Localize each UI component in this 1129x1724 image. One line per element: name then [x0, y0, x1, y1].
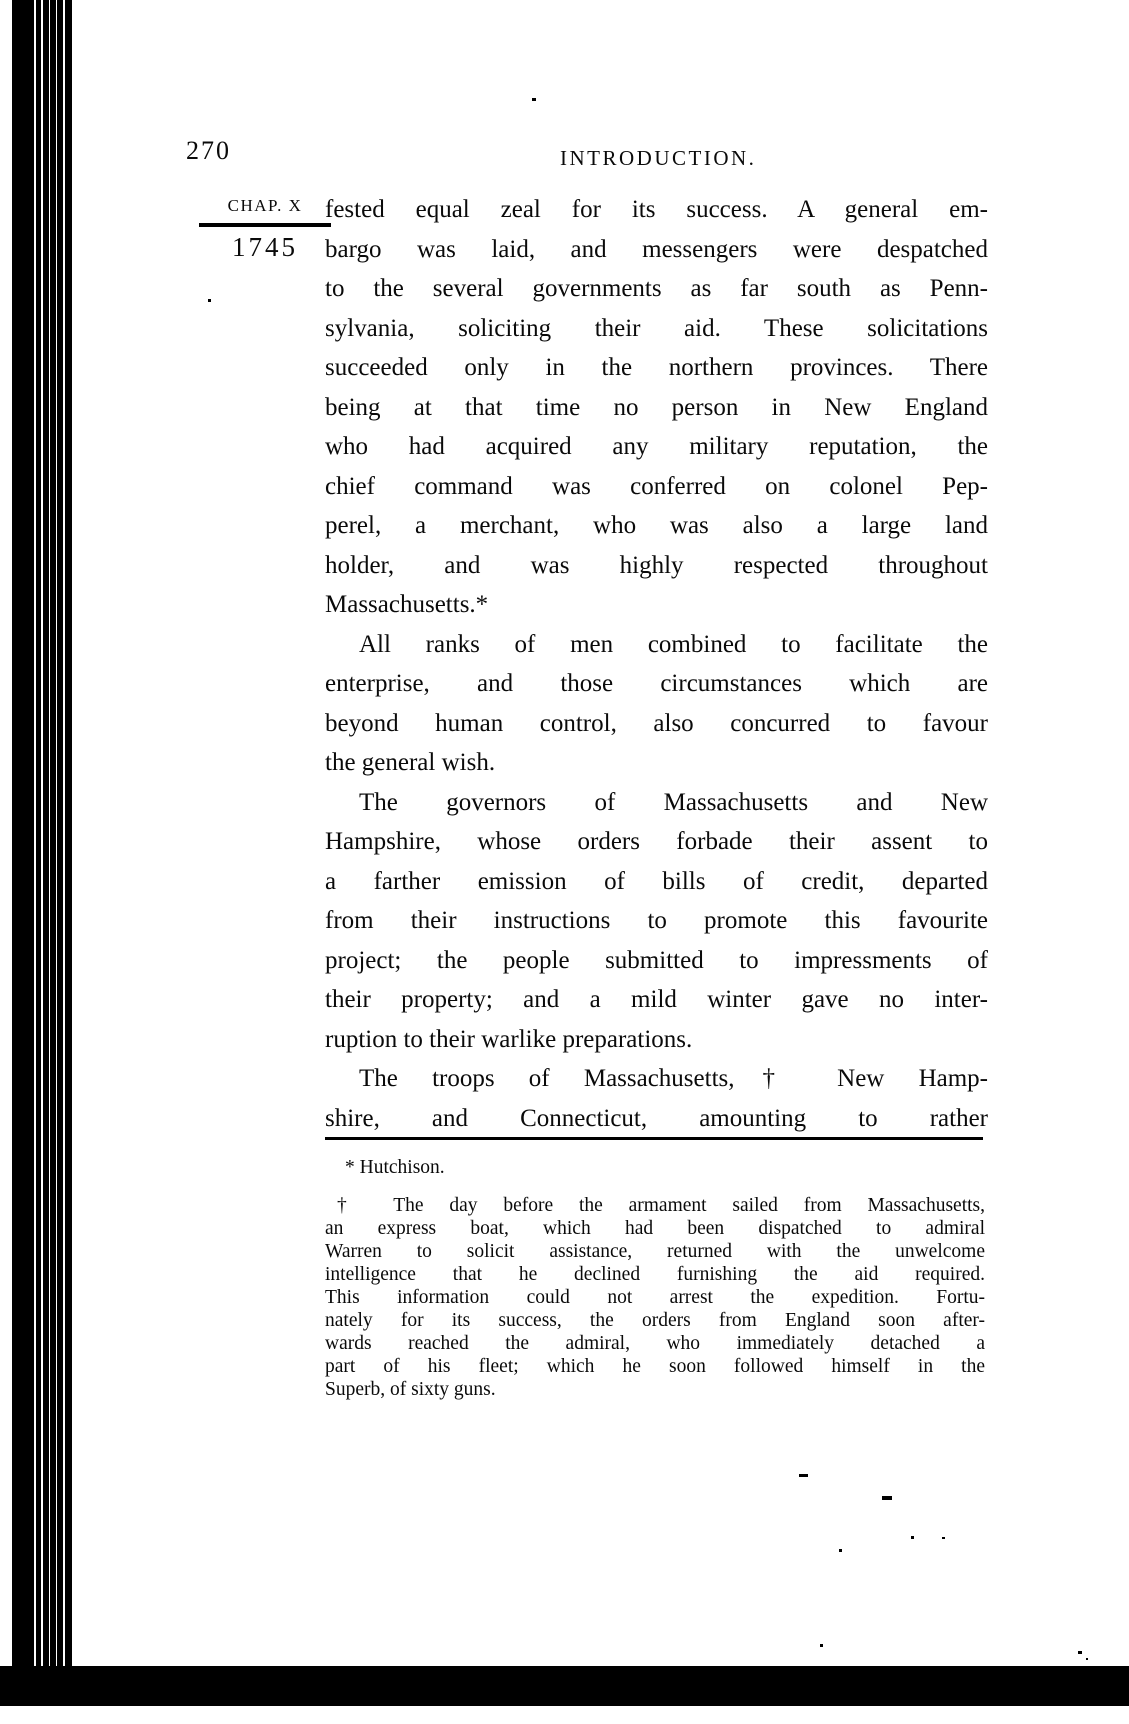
paragraph — [325, 625, 988, 783]
text-line: fested equal zeal for its success. A general em- — [325, 196, 988, 223]
paragraph — [325, 783, 988, 1060]
scan-speck — [820, 1644, 823, 1647]
margin-note — [194, 196, 336, 263]
text-line: The governors of Massachusetts and New — [359, 788, 988, 816]
text-line: succeeded only in the northern provinces. There — [325, 354, 988, 381]
chapter-rule — [199, 223, 331, 227]
text-line: enterprise, and those circumstances which are — [325, 670, 988, 697]
text-line: holder, and was highly respected throughout — [325, 551, 988, 579]
scan-speck — [1078, 1651, 1082, 1654]
body-text — [325, 190, 988, 1138]
text-line: This information could not arrest the expedition. Fortu- — [325, 1287, 985, 1308]
scan-speck — [532, 98, 536, 101]
footnote-separator-rule — [325, 1137, 983, 1140]
text-line: part of his fleet; which he soon followed himself in the — [325, 1356, 985, 1377]
text-line: nately for its success, the orders from England soon after- — [325, 1310, 985, 1331]
text-line: from their instructions to promote this favourite — [325, 907, 988, 934]
text-line: Hampshire, whose orders forbade their assent to — [325, 828, 988, 855]
text-line: sylvania, soliciting their aid. These solicitations — [325, 314, 988, 342]
scan-speck — [799, 1474, 808, 1477]
text-line: who had acquired any military reputation, the — [325, 433, 988, 460]
scan-speck — [882, 1496, 892, 1500]
page-number: 270 — [186, 136, 231, 165]
text-line: the general wish. — [325, 749, 496, 776]
text-line: perel, a merchant, who was also a large land — [325, 512, 988, 539]
chapter-label: CHAP. X — [227, 196, 303, 215]
text-line: chief command was conferred on colonel Pep- — [325, 472, 988, 500]
text-line: ruption to their warlike preparations. — [325, 1025, 693, 1053]
paragraph — [325, 190, 988, 625]
text-line: The troops of Massachusetts,† New Hamp- — [359, 1065, 988, 1092]
footnotes — [325, 1156, 985, 1401]
text-line: Superb, of sixty guns. — [325, 1379, 496, 1400]
text-line: project; the people submitted to impressments of — [325, 946, 988, 974]
text-line: bargo was laid, and messengers were despatched — [325, 235, 988, 263]
book-binding-gutter — [12, 0, 72, 1672]
scan-edge-bar — [0, 1666, 1129, 1706]
text-line: wards reached the admiral, who immediately detached a — [325, 1333, 985, 1354]
year-label: 1745 — [232, 232, 298, 262]
text-line: shire, and Connecticut, amounting to rather — [325, 1104, 988, 1132]
paragraph — [325, 1059, 988, 1138]
scan-speck — [208, 299, 211, 302]
text-line: intelligence that he declined furnishing the aid required. — [325, 1264, 985, 1285]
text-line: beyond human control, also concurred to favour — [325, 709, 988, 737]
scan-speck — [911, 1536, 914, 1539]
text-line: to the several governments as far south as Penn- — [325, 275, 988, 302]
footnote-hutchison: * Hutchison. — [345, 1157, 445, 1178]
text-line: † The day before the armament sailed from Massachusetts, — [337, 1195, 985, 1216]
text-line: Warren to solicit assistance, returned with the unwelcome — [325, 1241, 985, 1262]
text-line: being at that time no person in New England — [325, 393, 988, 421]
footnote-armament — [325, 1194, 985, 1401]
scan-speck — [839, 1549, 842, 1552]
text-line: a farther emission of bills of credit, departed — [325, 867, 988, 895]
scan-speck — [1086, 1658, 1088, 1660]
running-header: INTRODUCTION. — [560, 146, 757, 170]
text-line: Massachusetts.* — [325, 591, 489, 618]
text-line: their property; and a mild winter gave no inter- — [325, 986, 988, 1013]
text-line: All ranks of men combined to facilitate the — [359, 630, 988, 658]
scan-speck — [942, 1537, 945, 1539]
text-line: an express boat, which had been dispatched to admiral — [325, 1218, 985, 1239]
